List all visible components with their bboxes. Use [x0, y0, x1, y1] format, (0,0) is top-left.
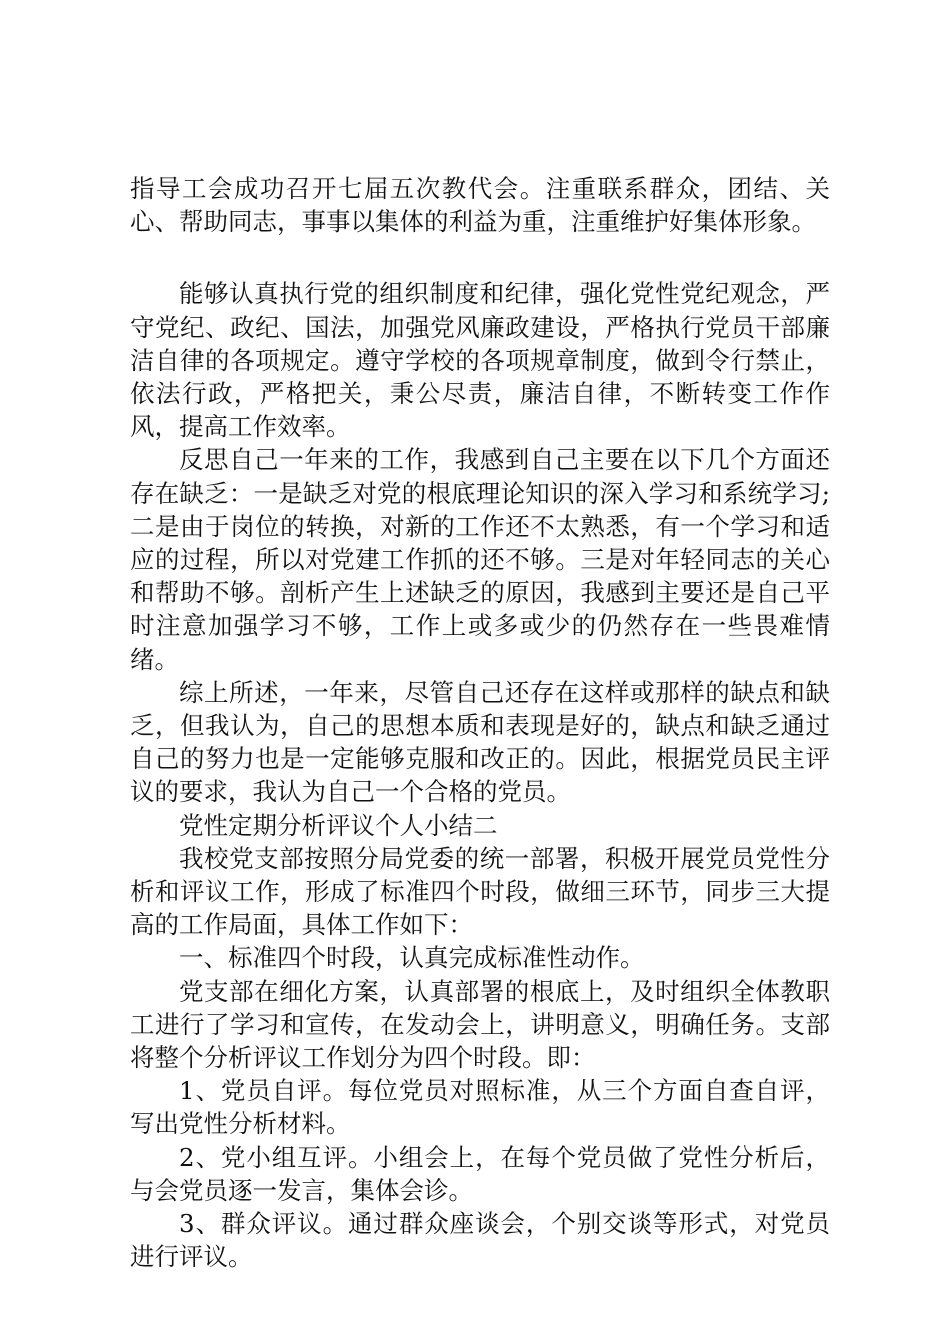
paragraph-continuation: 指导工会成功召开七届五次教代会。注重联系群众，团结、关心、帮助同志，事事以集体的利益为重，注重维护好集体形象。	[130, 174, 830, 237]
list-item-group-review: 2、党小组互评。小组会上，在每个党员做了党性分析后，与会党员逐一发言，集体会诊。	[130, 1142, 830, 1205]
paragraph-gap	[130, 238, 830, 277]
paragraph-discipline: 能够认真执行党的组织制度和纪律，强化党性党纪观念，严守党纪、政纪、国法，加强党风廉政建设，严格执行党员干部廉洁自律的各项规定。遵守学校的各项规章制度，做到令行禁止，依法行政，严格把关，秉公尽责，廉洁自律，不断转变工作作风，提高工作效率。	[130, 279, 830, 442]
document-page	[130, 172, 830, 1274]
list-item-self-review: 1、党员自评。每位党员对照标准，从三个方面自查自评，写出党性分析材料。	[130, 1076, 830, 1139]
paragraph-phases: 党支部在细化方案，认真部署的根底上，及时组织全体教职工进行了学习和宣传，在发动会上，讲明意义，明确任务。支部将整个分析评议工作划分为四个时段。即：	[130, 976, 830, 1073]
paragraph-summary: 综上所述，一年来，尽管自己还存在这样或那样的缺点和缺乏，但我认为，自己的思想本质和表现是好的，缺点和缺乏通过自己的努力也是一定能够克服和改正的。因此，根据党员民主评议的要求，我认为自己一个合格的党员。	[130, 677, 830, 807]
section-heading: 党性定期分析评议个人小结二	[179, 810, 498, 840]
paragraph-reflection: 反思自己一年来的工作，我感到自己主要在以下几个方面还存在缺乏：一是缺乏对党的根底理论知识的深入学习和系统学习;二是由于岗位的转换，对新的工作还不太熟悉，有一个学习和适应的过程，所以对党建工作抓的还不够。三是对年轻同志的关心和帮助不够。剖析产生上述缺乏的原因，我感到主要还是自己平时注意加强学习不够，工作上或多或少的仍然存在一些畏难情绪。	[130, 445, 830, 674]
subheading-one: 一、标准四个时段，认真完成标准性动作。	[179, 943, 645, 973]
paragraph-intro: 我校党支部按照分局党委的统一部署，积极开展党员党性分析和评议工作，形成了标准四个时段，做细三环节，同步三大提高的工作局面，具体工作如下：	[130, 843, 830, 940]
list-item-public-review: 3、群众评议。通过群众座谈会，个别交谈等形式，对党员进行评议。	[130, 1209, 830, 1272]
